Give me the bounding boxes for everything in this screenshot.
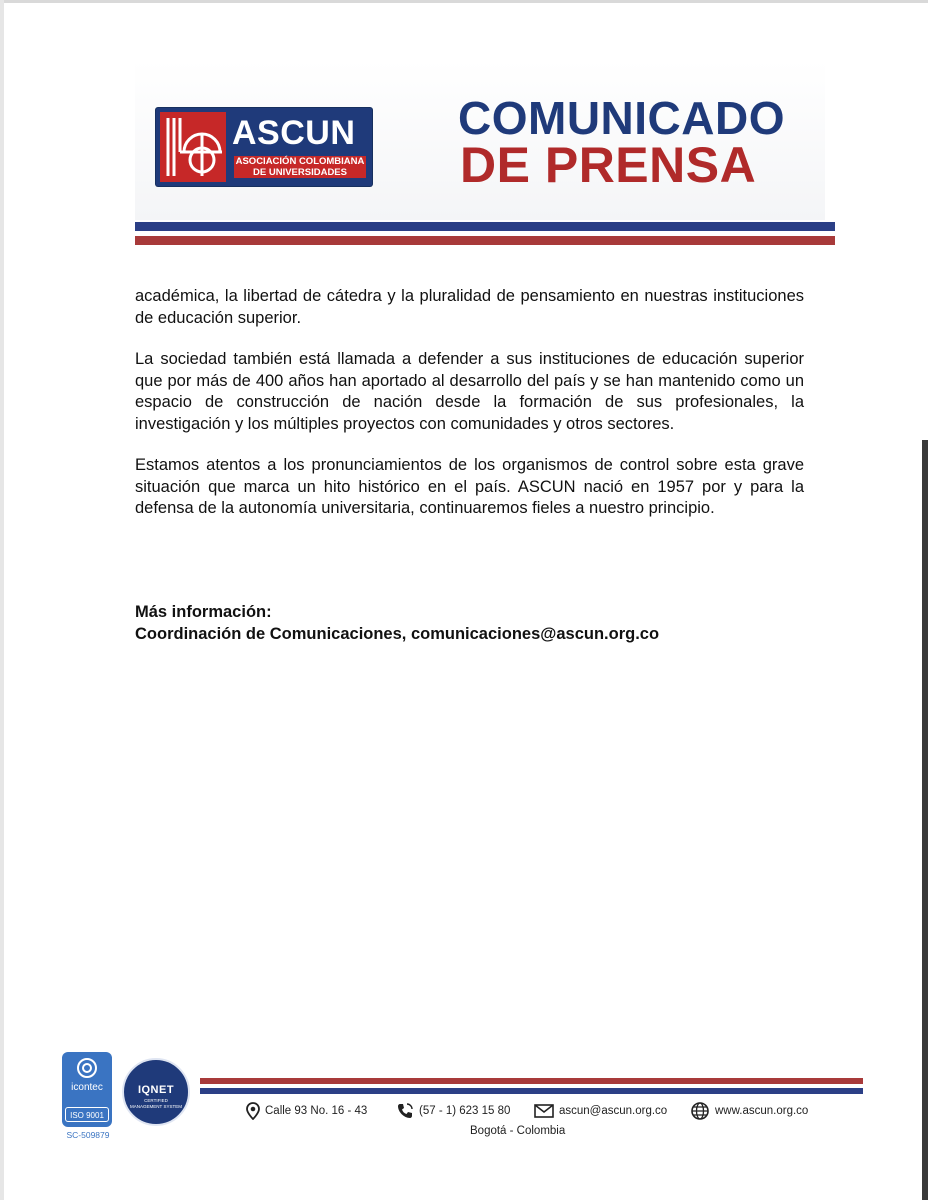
iqnet-seal-icon	[122, 1058, 190, 1126]
footer-address	[246, 1100, 367, 1122]
footer-phone-text: (57 - 1) 623 15 80	[419, 1105, 511, 1117]
footer-phone	[396, 1100, 510, 1122]
body-text	[135, 286, 804, 540]
page-edge-left	[0, 0, 4, 1200]
footer-website-text[interactable]: www.ascun.org.co	[715, 1105, 809, 1117]
contact-heading: Más información:	[135, 603, 272, 621]
iqnet-name: IQNET	[137, 1084, 175, 1096]
icontec-seal-icon	[62, 1052, 112, 1127]
icontec-standard: ISO 9001	[65, 1107, 109, 1122]
header-stripe-red	[135, 236, 835, 245]
footer-stripe-blue	[200, 1088, 863, 1094]
phone-icon	[396, 1102, 414, 1120]
paragraph: académica, la libertad de cátedra y la pluralidad de pensamiento en nuestras instituciones de educación superior.	[135, 287, 804, 327]
contact-info	[135, 601, 815, 645]
logo-subtitle-line1: ASOCIACIÓN COLOMBIANA	[235, 156, 365, 167]
logo-name: ASCUN	[232, 114, 356, 152]
location-pin-icon	[246, 1102, 260, 1120]
footer-website[interactable]	[690, 1100, 808, 1122]
logo-subtitle-line2: DE UNIVERSIDADES	[234, 167, 366, 178]
title-line1: COMUNICADO	[458, 92, 785, 144]
icontec-ring-inner-icon	[82, 1063, 92, 1073]
icontec-code: SC-509879	[66, 1130, 110, 1140]
envelope-icon	[534, 1104, 554, 1118]
title-line2: DE PRENSA	[460, 137, 757, 193]
globe-icon	[690, 1101, 710, 1121]
contact-line: Coordinación de Comunicaciones, comunicaciones@ascun.org.co	[135, 625, 660, 643]
ascun-emblem-icon	[160, 112, 226, 182]
footer-city: Bogotá - Colombia	[470, 1125, 566, 1137]
ascun-logo	[156, 108, 372, 186]
page-edge-top	[0, 0, 928, 3]
icontec-name: icontec	[71, 1082, 103, 1093]
footer-address-text: Calle 93 No. 16 - 43	[265, 1105, 368, 1117]
header-stripe-blue	[135, 222, 835, 231]
paragraph: Estamos atentos a los pronunciamientos de los organismos de control sobre esta grave situación que marca un hito histórico en el país. ASCUN nació en 1957 por y para la defensa de la autonomía universitaria, continuaremos fieles a nuestro principio.	[135, 456, 804, 517]
page-edge-right	[922, 440, 928, 1200]
iqnet-subtitle: CERTIFIED MANAGEMENT SYSTEM	[130, 1098, 182, 1109]
footer-stripe-red	[200, 1078, 863, 1084]
paragraph: La sociedad también está llamada a defender a sus instituciones de educación superior que por más de 400 años han aportado al desarrollo del país y se han mantenido como un espacio de construcción de nación desde la formación de sus profesionales, la investigación y los múltiples proyectos con comunidades y otros sectores.	[135, 350, 804, 433]
footer-email[interactable]	[534, 1100, 667, 1122]
footer-email-text[interactable]: ascun@ascun.org.co	[559, 1105, 668, 1117]
